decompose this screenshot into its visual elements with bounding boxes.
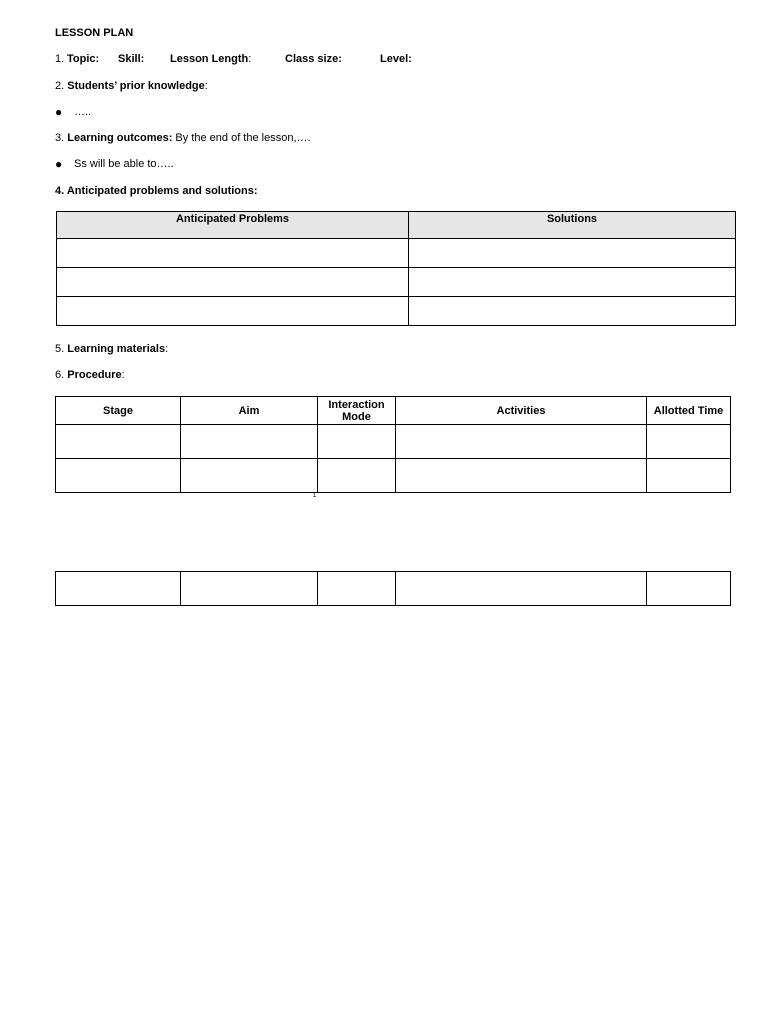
- table-cell[interactable]: [409, 268, 736, 297]
- document-title: LESSON PLAN: [55, 27, 134, 39]
- section-4-heading: 4. Anticipated problems and solutions:: [55, 185, 258, 197]
- section-5-heading: 5. Learning materials:: [55, 343, 169, 355]
- table-cell[interactable]: [396, 425, 647, 459]
- table-row: [57, 297, 736, 326]
- column-header-allotted-time: Allotted Time: [647, 397, 731, 425]
- section-3-heading: 3. Learning outcomes: By the end of the lesson,….: [55, 132, 311, 144]
- anticipated-problems-table: [56, 211, 736, 326]
- column-header-interaction-mode: Interaction Mode: [318, 397, 396, 425]
- table-cell[interactable]: [647, 425, 731, 459]
- table-cell[interactable]: [57, 297, 409, 326]
- table-row: [57, 268, 736, 297]
- table-row: [56, 425, 731, 459]
- column-header-aim: Aim: [181, 397, 318, 425]
- skill-label: Skill:: [118, 53, 145, 65]
- procedure-table-continued: [55, 571, 731, 606]
- table-cell[interactable]: [409, 239, 736, 268]
- prior-knowledge-bullet-text: …..: [74, 106, 92, 118]
- table-cell[interactable]: [181, 459, 318, 493]
- table-cell[interactable]: [318, 572, 396, 606]
- topic-label: Topic:: [67, 53, 100, 65]
- level-label: Level:: [380, 53, 412, 65]
- column-header-stage: Stage: [56, 397, 181, 425]
- table-header-row: [56, 397, 731, 425]
- table-cell[interactable]: [647, 572, 731, 606]
- column-header-anticipated-problems: Anticipated Problems: [57, 212, 409, 239]
- table-row: [57, 239, 736, 268]
- table-cell[interactable]: [57, 239, 409, 268]
- table-cell[interactable]: [56, 425, 181, 459]
- page-number: 1: [313, 493, 317, 499]
- column-header-activities: Activities: [396, 397, 647, 425]
- section-2-heading: 2. Students’ prior knowledge:: [55, 80, 208, 92]
- procedure-table: [55, 396, 731, 493]
- table-cell[interactable]: [181, 572, 318, 606]
- class-size-label: Class size:: [285, 53, 342, 65]
- table-cell[interactable]: [56, 459, 181, 493]
- column-header-solutions: Solutions: [409, 212, 736, 239]
- bullet-dot-icon: ●: [55, 157, 63, 171]
- table-row: [56, 572, 731, 606]
- table-cell[interactable]: [396, 459, 647, 493]
- table-cell[interactable]: [396, 572, 647, 606]
- table-cell[interactable]: [57, 268, 409, 297]
- section-1-number: 1.: [55, 53, 65, 65]
- table-header-row: [57, 212, 736, 239]
- table-cell[interactable]: [647, 459, 731, 493]
- lesson-length-label: Lesson Length:: [170, 53, 252, 65]
- learning-outcomes-bullet-text: Ss will be able to…..: [74, 158, 174, 170]
- table-cell[interactable]: [318, 425, 396, 459]
- section-6-heading: 6. Procedure:: [55, 369, 125, 381]
- table-cell[interactable]: [409, 297, 736, 326]
- table-cell[interactable]: [181, 425, 318, 459]
- table-row: [56, 459, 731, 493]
- bullet-dot-icon: ●: [55, 105, 63, 119]
- table-cell[interactable]: [318, 459, 396, 493]
- table-cell[interactable]: [56, 572, 181, 606]
